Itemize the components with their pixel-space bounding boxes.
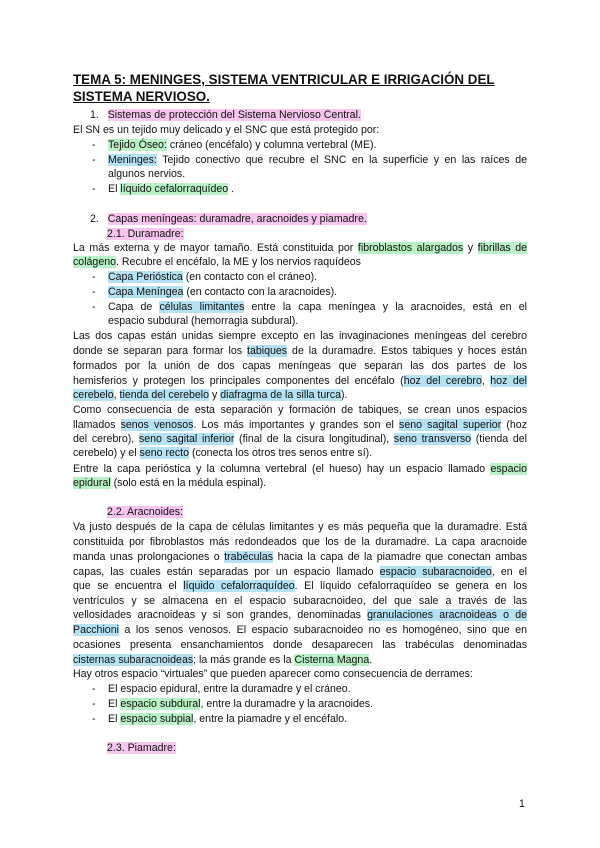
paragraph: hemisferios y protegen los principales componentes del encéfalo (hoz del cerebro, hoz del: [73, 375, 527, 387]
list-item: Capa Perióstica (en contacto con el cráneo).: [108, 271, 318, 283]
paragraph: epidural (solo está en la médula espinal).: [73, 477, 267, 489]
document-title: TEMA 5: MENINGES, SISTEMA VENTRICULAR E IRRIGACIÓN DEL: [73, 72, 495, 87]
list-item: Meninges: Tejido conectivo que recubre el SNC en la superficie y en las raíces de: [108, 154, 527, 166]
bullet-dash: -: [92, 698, 96, 710]
list-item: El espacio epidural, entre la duramadre y el cráneo.: [108, 683, 351, 695]
list-item: Tejido Óseo: cráneo (encéfalo) y columna vertebral (ME).: [108, 139, 377, 151]
paragraph: Va justo después de la capa de células limitantes y es más pequeña que la duramadre. Está: [73, 521, 527, 533]
bullet-dash: -: [92, 301, 96, 313]
paragraph: cerebelo, tienda del cerebelo y diafragma de la silla turca).: [73, 389, 348, 401]
paragraph: cerebelo) y el seno recto (conecta los otros tres senos entre sí).: [73, 447, 373, 459]
bullet-dash: -: [92, 139, 96, 151]
paragraph: llamados senos venosos. Los más importantes y grandes son el seno sagital superior (hoz: [73, 419, 527, 431]
paragraph: colágeno. Recubre el encéfalo, la ME y los nervios raquídeos: [73, 256, 361, 268]
bullet-dash: -: [92, 713, 96, 725]
list-item: El espacio subdural, entre la duramadre y la aracnoides.: [108, 698, 374, 710]
bullet-dash: -: [92, 683, 96, 695]
paragraph: El SN es un tejido muy delicado y el SNC que está protegido por:: [73, 124, 380, 136]
subsection-2-2-heading: 2.2. Aracnoides:: [107, 506, 183, 518]
paragraph: vellosidades aracnoideas y si son grandes, denominadas granulaciones aracnoideas o de: [73, 609, 527, 621]
page-number: 1: [519, 798, 525, 810]
paragraph: cisternas subaracnoideas; la más grande es la Cisterna Magna.: [73, 654, 373, 666]
list-item: Capa de células limitantes entre la capa meníngea y la aracnoides, está en el: [108, 301, 527, 313]
paragraph: La más externa y de mayor tamaño. Está constituida por fibroblastos alargados y fibrillas de: [73, 242, 528, 254]
paragraph: formados por la unión de dos capas meníngeas que separan las dos partes de los: [73, 360, 527, 372]
bullet-dash: -: [92, 154, 96, 166]
bullet-dash: -: [92, 183, 96, 195]
subsection-2-1-heading: 2.1. Duramadre:: [107, 228, 184, 240]
paragraph: Las dos capas están unidas siempre excepto en las invaginaciones meníngeas del cerebro: [73, 330, 527, 342]
section-1-heading: 1. Sistemas de protección del Sistema Nervioso Central.: [90, 109, 361, 121]
list-item-continuation: espacio subdural (hemorragia subdural).: [108, 315, 299, 327]
paragraph: Hay otros espacio “virtuales” que pueden aparecer como consecuencia de derrames:: [73, 668, 473, 680]
paragraph: que se encuentra el líquido cefalorraquídeo. El líquido cefalorraquídeo se genera en los: [73, 580, 527, 592]
bullet-dash: -: [92, 271, 96, 283]
paragraph: del cerebro), seno sagital inferior (final de la cisura longitudinal), seno transverso (tienda del: [73, 433, 527, 445]
section-2-heading: 2. Capas meníngeas: duramadre, aracnoides y piamadre.: [90, 213, 367, 225]
paragraph: manda unas prolongaciones o trabéculas hacia la capa de la piamadre que conectan ambas: [73, 551, 527, 563]
paragraph: Entre la capa perióstica y la columna vertebral (el hueso) hay un espacio llamado espacio: [73, 463, 527, 475]
paragraph: Pacchioni a los senos venosos. El espacio subaracnoideo no es homogéneo, sino que en: [73, 624, 527, 636]
list-item-continuation: algunos nervios.: [108, 168, 186, 180]
paragraph: ventrículos y se almacena en el espacio subaracnoideo, del que sale a través de las: [73, 595, 527, 607]
document-title-line2: SISTEMA NERVIOSO.: [73, 89, 210, 104]
list-item: Capa Meníngea (en contacto con la aracnoides).: [108, 286, 338, 298]
paragraph: constituida por fibroblastos más redondeados que los de la duramadre. La capa aracnoide: [73, 536, 527, 548]
list-item: El espacio subpial, entre la piamadre y el encéfalo.: [108, 713, 348, 725]
paragraph: donde se separan para formar los tabiques de la duramadre. Estos tabiques y hoces están: [73, 345, 527, 357]
paragraph: capas, las cuales están separadas por un espacio llamado espacio subaracnoideo, en el: [73, 566, 528, 578]
paragraph: ocasiones presenta ensanchamientos donde desaparecen las trabéculas denominadas: [73, 639, 527, 651]
list-item: El líquido cefalorraquídeo .: [108, 183, 235, 195]
bullet-dash: -: [92, 286, 96, 298]
paragraph: Como consecuencia de esta separación y formación de tabiques, se crean unos espacios: [73, 404, 527, 416]
subsection-2-3-heading: 2.3. Piamadre:: [107, 742, 176, 754]
